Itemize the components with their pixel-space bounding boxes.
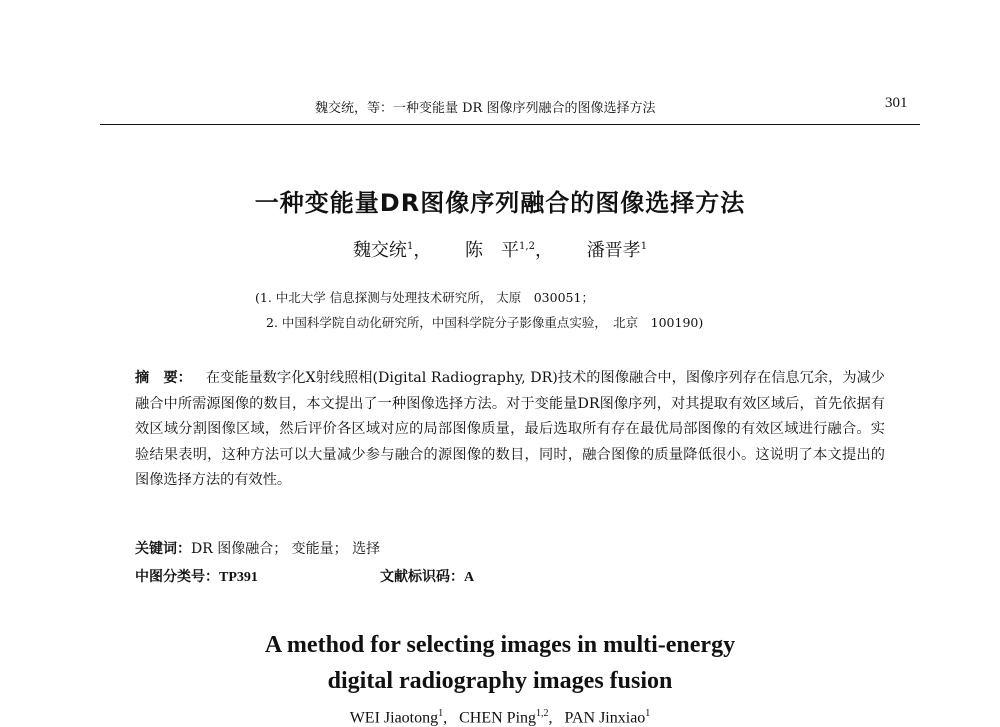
author-en-2-mark: 1,2 xyxy=(536,708,549,719)
doc-code-value: A xyxy=(464,570,475,585)
running-title: 魏交统，等：一种变能量 DR 图像序列融合的图像选择方法 xyxy=(315,101,656,116)
clc-value: TP391 xyxy=(219,570,258,585)
author-en-3: PAN Jinxiao xyxy=(564,709,646,727)
author-affil-mark: 1 xyxy=(406,241,414,252)
keywords-text: DR 图像融合； 变能量； 选择 xyxy=(191,541,381,557)
author-en-3-mark: 1 xyxy=(645,708,651,719)
keywords-label: 关键词： xyxy=(135,541,191,557)
abstract-text: 在变能量数字化X射线照相(Digital Radiography, DR)技术的图像融合中，图像序列存在信息冗余，为减少融合中所需源图像的数目，本文提出了一种图像选择方法。对于变能量DR图像序列，对其提取有效区域后，首先依据有效区域分割图像区域，然后评价各区域对应的局部图像质量，最后选取所有存在最优局部图像的有效区域进行融合。实验结果表明，这种方法可以大量减少参与融合的源图像的数目，同时，融合图像的质量降低很小。这说明了本文提出的图像选择方法的有效性。 xyxy=(135,370,885,488)
author-3 xyxy=(587,240,647,261)
author-affil-mark: 1 xyxy=(640,241,648,252)
page-number: 301 xyxy=(885,95,908,111)
doc-code xyxy=(380,566,474,586)
doc-code-label: 文献标识码： xyxy=(380,569,464,585)
affiliation-2: 2. 中国科学院自动化研究所，中国科学院分子影像重点实验， 北京 100190) xyxy=(266,315,704,330)
author-name: 魏交统 xyxy=(352,240,407,261)
author-en-1: WEI Jiaotong xyxy=(349,709,439,727)
author-affil-mark: 1,2 xyxy=(519,241,535,252)
abstract xyxy=(135,366,885,494)
author-list-en: WEI Jiaotong$^1$, CHEN Ping$^{1,2}$, PAN Jinxiao$^1$ xyxy=(349,708,651,727)
classification-line xyxy=(135,566,895,586)
keywords xyxy=(135,538,380,558)
running-header xyxy=(0,97,1000,119)
paper-title-cn: 一种变能量DR图像序列融合的图像选择方法 xyxy=(254,189,746,217)
author-list xyxy=(0,236,1000,262)
author-1: 魏交统$^1$， xyxy=(352,240,432,261)
abstract-label: 摘 要： xyxy=(135,370,192,386)
author-name: 陈 平 xyxy=(465,240,520,261)
author-en-2: CHEN Ping xyxy=(459,709,537,727)
author-name: 潘晋孝 xyxy=(586,240,641,261)
header-rule xyxy=(100,124,920,125)
affiliation-1: (1. 中北大学 信息探测与处理技术研究所， 太原 030051； xyxy=(255,290,594,305)
author-2: 陈 平$^{1,2}$， xyxy=(465,240,553,261)
clc-label: 中图分类号： xyxy=(135,569,219,585)
paper-title-en-line2: digital radiography images fusion xyxy=(327,668,673,694)
paper-title-en-line1: A method for selecting images in multi-energy xyxy=(264,632,736,658)
author-en-1-mark: 1 xyxy=(438,708,444,719)
